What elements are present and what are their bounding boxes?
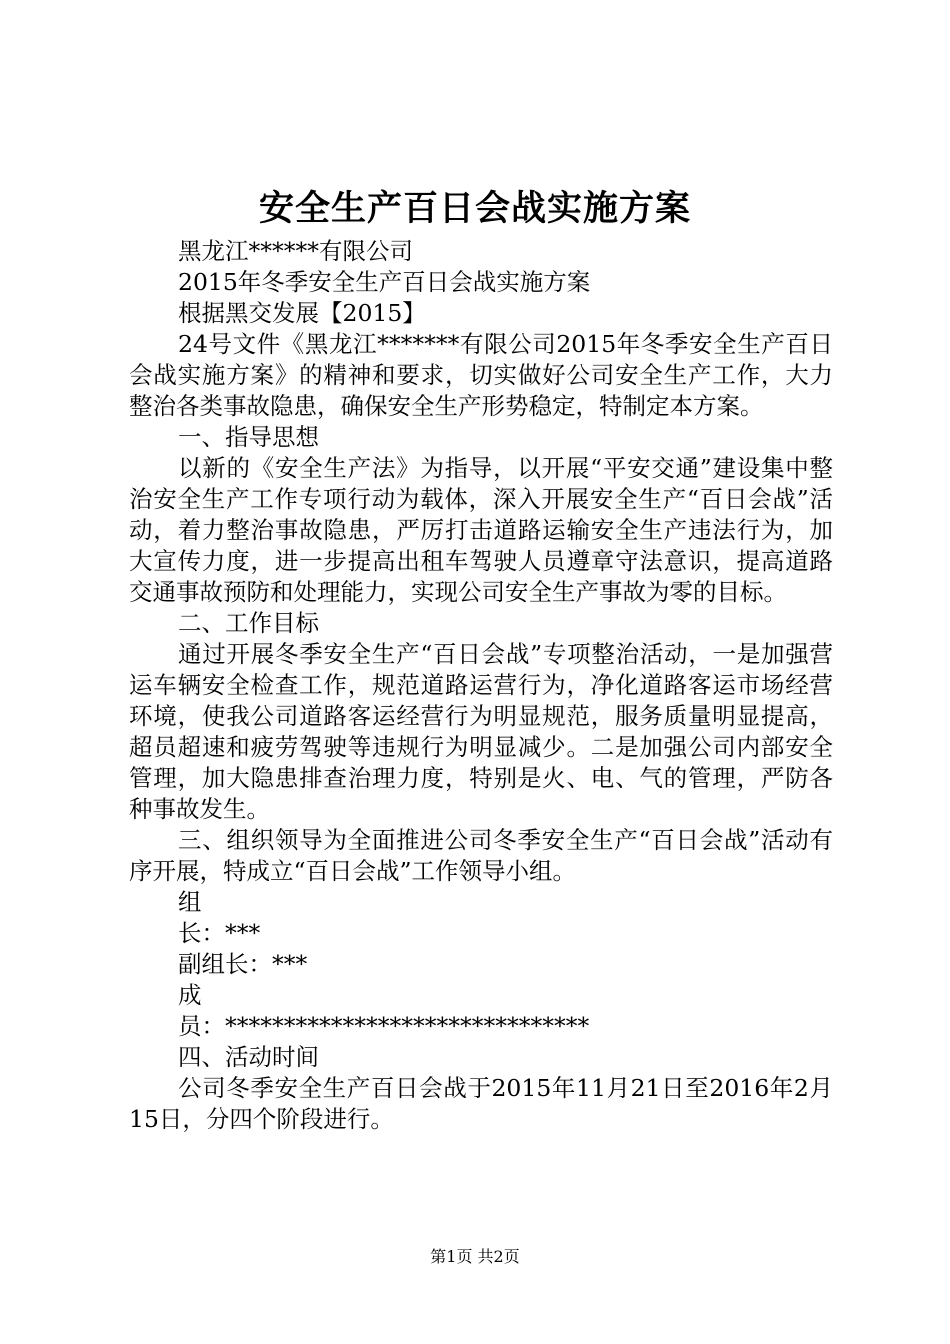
- leader-label-line2: 长：***: [178, 919, 261, 947]
- section1-paragraph: 以新的《安全生产法》为指导，以开展“平安交通”建设集中整治安全生产工作专项行动为载体，深入开展安全生产“百日会战”活动，着力整治事故隐患，严厉打击道路运输安全生产违法行为，加大宣传力度，进一步提高出租车驾驶人员遵章守法意识，提高道路交通事故预防和处理能力，实现公司安全生产事故为零的目标。: [129, 454, 833, 606]
- page-footer: 第1页 共2页: [430, 1247, 520, 1266]
- basis-line: 根据黑交发展【2015】: [178, 299, 426, 327]
- member-label-line2: 员：*******************************: [178, 1012, 590, 1040]
- section4-paragraph: 公司冬季安全生产百日会战于2015年11月21日至2016年2月15日，分四个阶段进行。: [129, 1074, 833, 1133]
- deputy-leader-line: 副组长：***: [178, 950, 308, 978]
- section2-heading: 二、工作目标: [178, 609, 319, 637]
- section2-paragraph: 通过开展冬季安全生产“百日会战”专项整治活动，一是加强营运车辆安全检查工作，规范道路运营行为，净化道路客运市场经营环境，使我公司道路客运经营行为明显规范，服务质量明显提高，超员超速和疲劳驾驶等违规行为明显减少。二是加强公司内部安全管理，加大隐患排查治理力度，特别是火、电、气的管理，严防各种事故发生。: [129, 640, 833, 823]
- leader-label-line1: 组: [178, 888, 202, 916]
- section1-heading: 一、指导思想: [178, 423, 319, 451]
- section4-heading: 四、活动时间: [178, 1043, 319, 1071]
- intro-paragraph: 24号文件《黑龙江*******有限公司2015年冬季安全生产百日会战实施方案》的精神和要求，切实做好公司安全生产工作，大力整治各类事故隐患，确保安全生产形势稳定，特制定本方案。: [129, 330, 833, 420]
- plan-subtitle: 2015年冬季安全生产百日会战实施方案: [178, 268, 591, 296]
- section3-paragraph: 三、组织领导为全面推进公司冬季安全生产“百日会战”活动有序开展，特成立“百日会战”工作领导小组。: [129, 826, 833, 885]
- document-title: 安全生产百日会战实施方案: [258, 188, 691, 229]
- member-label-line1: 成: [178, 981, 202, 1009]
- company-name: 黑龙江******有限公司: [178, 237, 413, 265]
- document-body: [129, 236, 833, 1135]
